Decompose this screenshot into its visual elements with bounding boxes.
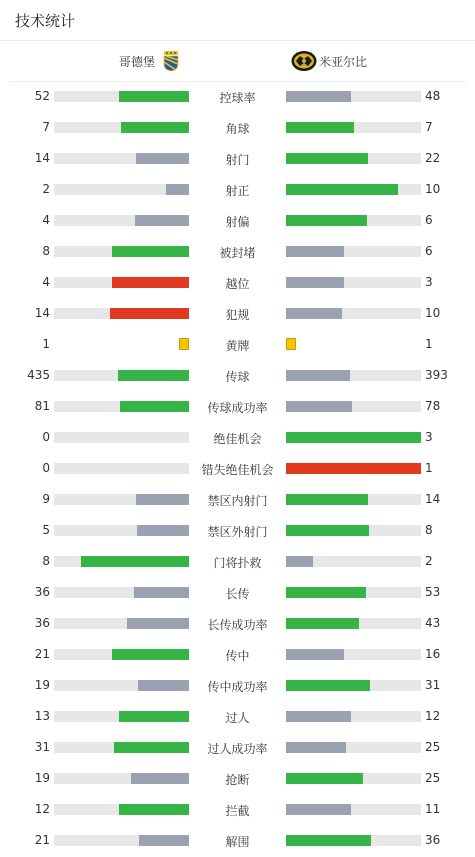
- home-value: 36: [34, 616, 50, 630]
- away-bar-track: [286, 277, 421, 288]
- away-value: 1: [425, 337, 433, 351]
- stat-row: [0, 174, 475, 205]
- away-value: 3: [425, 430, 433, 444]
- home-bar-track: [54, 370, 189, 381]
- home-bar-track: [54, 463, 189, 474]
- away-team-name: 米亚尔比: [319, 54, 368, 69]
- home-bar-track: [54, 153, 189, 164]
- section-header: [0, 0, 475, 41]
- home-bar-fill: [138, 680, 189, 691]
- stat-row: [0, 825, 475, 856]
- home-bar-fill: [135, 215, 189, 226]
- away-value: 14: [425, 492, 441, 506]
- home-bar-track: [54, 804, 189, 815]
- away-bar-fill: [286, 649, 344, 660]
- stat-row: [0, 732, 475, 763]
- stat-row: [0, 298, 475, 329]
- away-bar-fill: [286, 153, 368, 164]
- away-bar-track: [286, 401, 421, 412]
- away-bar-fill: [286, 525, 369, 536]
- away-bar-track: [286, 804, 421, 815]
- stat-label: 射正: [225, 184, 250, 198]
- stat-label: 传球: [225, 370, 250, 384]
- home-value: 36: [34, 585, 50, 599]
- away-team-crest-icon: [291, 50, 317, 72]
- stat-label: 过人: [225, 711, 250, 725]
- away-bar-track: [286, 432, 421, 443]
- away-value: 6: [425, 244, 433, 258]
- away-bar-fill: [286, 618, 359, 629]
- home-bar-track: [54, 277, 189, 288]
- away-bar-fill: [286, 680, 370, 691]
- home-team[interactable]: [119, 41, 179, 81]
- away-bar-track: [286, 308, 421, 319]
- stat-row: [0, 639, 475, 670]
- away-bar-fill: [286, 494, 368, 505]
- away-value: 36: [425, 833, 441, 847]
- away-value: 31: [425, 678, 441, 692]
- stat-row: [0, 484, 475, 515]
- stat-label: 传中: [225, 649, 250, 663]
- away-bar-track: [286, 649, 421, 660]
- home-bar-track: [54, 711, 189, 722]
- away-bar-track: [286, 246, 421, 257]
- home-bar-fill: [137, 525, 189, 536]
- away-value: 10: [425, 182, 441, 196]
- away-value: 3: [425, 275, 433, 289]
- home-bar-track: [54, 680, 189, 691]
- away-value: 6: [425, 213, 433, 227]
- away-bar-fill: [286, 835, 371, 846]
- stat-label: 长传成功率: [207, 618, 268, 632]
- stat-row: [0, 763, 475, 794]
- away-bar-track: [286, 494, 421, 505]
- stat-label: 传中成功率: [207, 680, 268, 694]
- away-value: 16: [425, 647, 441, 661]
- home-bar-track: [54, 494, 189, 505]
- home-bar-track: [54, 432, 189, 443]
- away-bar-track: [286, 122, 421, 133]
- home-value: 9: [42, 492, 50, 506]
- away-value: 2: [425, 554, 433, 568]
- stat-label: 抢断: [225, 773, 250, 787]
- home-bar-fill: [110, 308, 189, 319]
- away-bar-fill: [286, 91, 351, 102]
- home-bar-track: [54, 618, 189, 629]
- home-bar-fill: [112, 649, 189, 660]
- home-bar-fill: [119, 804, 189, 815]
- home-value: 0: [42, 461, 50, 475]
- away-bar-track: [286, 463, 421, 474]
- away-value: 1: [425, 461, 433, 475]
- home-bar-fill: [114, 742, 189, 753]
- away-bar-track: [286, 742, 421, 753]
- away-bar-fill: [286, 463, 421, 474]
- stat-label: 角球: [225, 122, 250, 136]
- home-value: 8: [42, 244, 50, 258]
- stat-row: [0, 701, 475, 732]
- away-bar-fill: [286, 401, 352, 412]
- away-bar-track: [286, 618, 421, 629]
- away-bar-fill: [286, 556, 313, 567]
- away-bar-track: [286, 680, 421, 691]
- home-bar-track: [54, 215, 189, 226]
- away-bar-fill: [286, 277, 344, 288]
- away-bar-track: [286, 184, 421, 195]
- away-bar-track: [286, 370, 421, 381]
- away-value: 43: [425, 616, 441, 630]
- home-value: 12: [34, 802, 50, 816]
- home-bar-fill: [120, 401, 189, 412]
- home-bar-track: [54, 184, 189, 195]
- stat-label: 射偏: [225, 215, 250, 229]
- home-value: 21: [34, 833, 50, 847]
- stat-row: [0, 329, 475, 360]
- stat-row: [0, 577, 475, 608]
- home-value: 7: [42, 120, 50, 134]
- stat-label: 禁区内射门: [207, 494, 268, 508]
- stat-row: [0, 422, 475, 453]
- stat-row: [0, 794, 475, 825]
- home-value: 14: [34, 306, 50, 320]
- home-value: 14: [34, 151, 50, 165]
- away-bar-track: [286, 711, 421, 722]
- home-bar-track: [54, 308, 189, 319]
- away-bar-track: [286, 215, 421, 226]
- stat-label: 犯规: [225, 308, 250, 322]
- home-bar-fill: [118, 370, 189, 381]
- home-bar-fill: [112, 246, 189, 257]
- home-value: 4: [42, 213, 50, 227]
- away-bar-fill: [286, 215, 367, 226]
- home-bar-fill: [119, 91, 189, 102]
- away-bar-track: [286, 773, 421, 784]
- home-bar-fill: [139, 835, 189, 846]
- stat-label: 门将扑救: [213, 556, 262, 570]
- away-bar-fill: [286, 122, 354, 133]
- home-bar-fill: [121, 122, 189, 133]
- stat-label: 传球成功率: [207, 401, 268, 415]
- stat-label: 黄牌: [225, 339, 250, 353]
- away-value: 78: [425, 399, 441, 413]
- stat-row: [0, 515, 475, 546]
- stat-label: 禁区外射门: [207, 525, 268, 539]
- stat-row: [0, 236, 475, 267]
- away-bar-fill: [286, 184, 398, 195]
- stat-label: 射门: [225, 153, 250, 167]
- home-bar-fill: [166, 184, 189, 195]
- home-bar-fill: [136, 494, 189, 505]
- home-bar-track: [54, 835, 189, 846]
- stat-row: [0, 670, 475, 701]
- home-bar-track: [54, 91, 189, 102]
- home-bar-fill: [112, 277, 189, 288]
- away-bar-fill: [286, 370, 350, 381]
- home-team-name: 哥德堡: [118, 54, 155, 69]
- home-value: 4: [42, 275, 50, 289]
- home-value: 1: [42, 337, 50, 351]
- home-value: 52: [34, 89, 50, 103]
- home-value: 2: [42, 182, 50, 196]
- away-bar-fill: [286, 773, 363, 784]
- away-bar-track: [286, 91, 421, 102]
- away-value: 48: [425, 89, 441, 103]
- stat-label: 过人成功率: [207, 742, 268, 756]
- away-value: 8: [425, 523, 433, 537]
- away-bar-fill: [286, 804, 351, 815]
- home-bar-track: [54, 649, 189, 660]
- stat-row: [0, 608, 475, 639]
- away-value: 393: [425, 368, 448, 382]
- away-bar-track: [286, 556, 421, 567]
- home-value: 5: [42, 523, 50, 537]
- away-value: 7: [425, 120, 433, 134]
- away-bar-track: [286, 153, 421, 164]
- away-team[interactable]: [291, 41, 367, 81]
- home-value: 19: [34, 771, 50, 785]
- home-value: 31: [34, 740, 50, 754]
- home-value: 81: [34, 399, 50, 413]
- home-bar-track: [54, 246, 189, 257]
- away-value: 22: [425, 151, 441, 165]
- stat-label: 绝佳机会: [213, 432, 262, 446]
- stat-row: [0, 81, 475, 112]
- home-value: 13: [34, 709, 50, 723]
- stat-row: [0, 453, 475, 484]
- home-bar-fill: [131, 773, 189, 784]
- section-title: 技术统计: [15, 12, 76, 30]
- away-bar-track: [286, 587, 421, 598]
- home-bar-fill: [134, 587, 189, 598]
- away-value: 25: [425, 740, 441, 754]
- stat-label: 越位: [225, 277, 250, 291]
- yellow-card-icon: [179, 338, 189, 350]
- stat-row: [0, 143, 475, 174]
- home-bar-fill: [136, 153, 189, 164]
- away-value: 11: [425, 802, 441, 816]
- stat-row: [0, 112, 475, 143]
- home-bar-track: [54, 587, 189, 598]
- home-bar-track: [54, 556, 189, 567]
- away-bar-fill: [286, 711, 351, 722]
- stat-row: [0, 267, 475, 298]
- away-bar-fill: [286, 308, 342, 319]
- home-value: 21: [34, 647, 50, 661]
- away-bar-track: [286, 525, 421, 536]
- home-value: 435: [27, 368, 50, 382]
- stat-label: 解围: [225, 835, 250, 849]
- away-value: 53: [425, 585, 441, 599]
- away-bar-fill: [286, 246, 344, 257]
- stat-row: [0, 205, 475, 236]
- stat-label: 被封堵: [219, 246, 256, 260]
- home-bar-fill: [81, 556, 189, 567]
- home-value: 0: [42, 430, 50, 444]
- stat-label: 长传: [225, 587, 250, 601]
- stat-row: [0, 391, 475, 422]
- stat-label: 拦截: [225, 804, 250, 818]
- stat-row: [0, 360, 475, 391]
- away-bar-fill: [286, 432, 421, 443]
- home-bar-track: [54, 401, 189, 412]
- home-bar-fill: [127, 618, 189, 629]
- away-bar-fill: [286, 742, 346, 753]
- away-value: 12: [425, 709, 441, 723]
- teams-row: [9, 41, 466, 82]
- home-value: 19: [34, 678, 50, 692]
- home-bar-track: [54, 525, 189, 536]
- home-bar-track: [54, 122, 189, 133]
- yellow-card-icon: [286, 338, 296, 350]
- home-bar-fill: [119, 711, 189, 722]
- away-bar-fill: [286, 587, 366, 598]
- home-bar-track: [54, 742, 189, 753]
- stats-list: [0, 81, 475, 856]
- stat-row: [0, 546, 475, 577]
- away-bar-track: [286, 835, 421, 846]
- away-value: 25: [425, 771, 441, 785]
- away-value: 10: [425, 306, 441, 320]
- home-value: 8: [42, 554, 50, 568]
- home-bar-track: [54, 773, 189, 784]
- stat-label: 控球率: [219, 91, 256, 105]
- stat-label: 错失绝佳机会: [201, 463, 274, 477]
- home-team-crest-icon: [163, 50, 179, 72]
